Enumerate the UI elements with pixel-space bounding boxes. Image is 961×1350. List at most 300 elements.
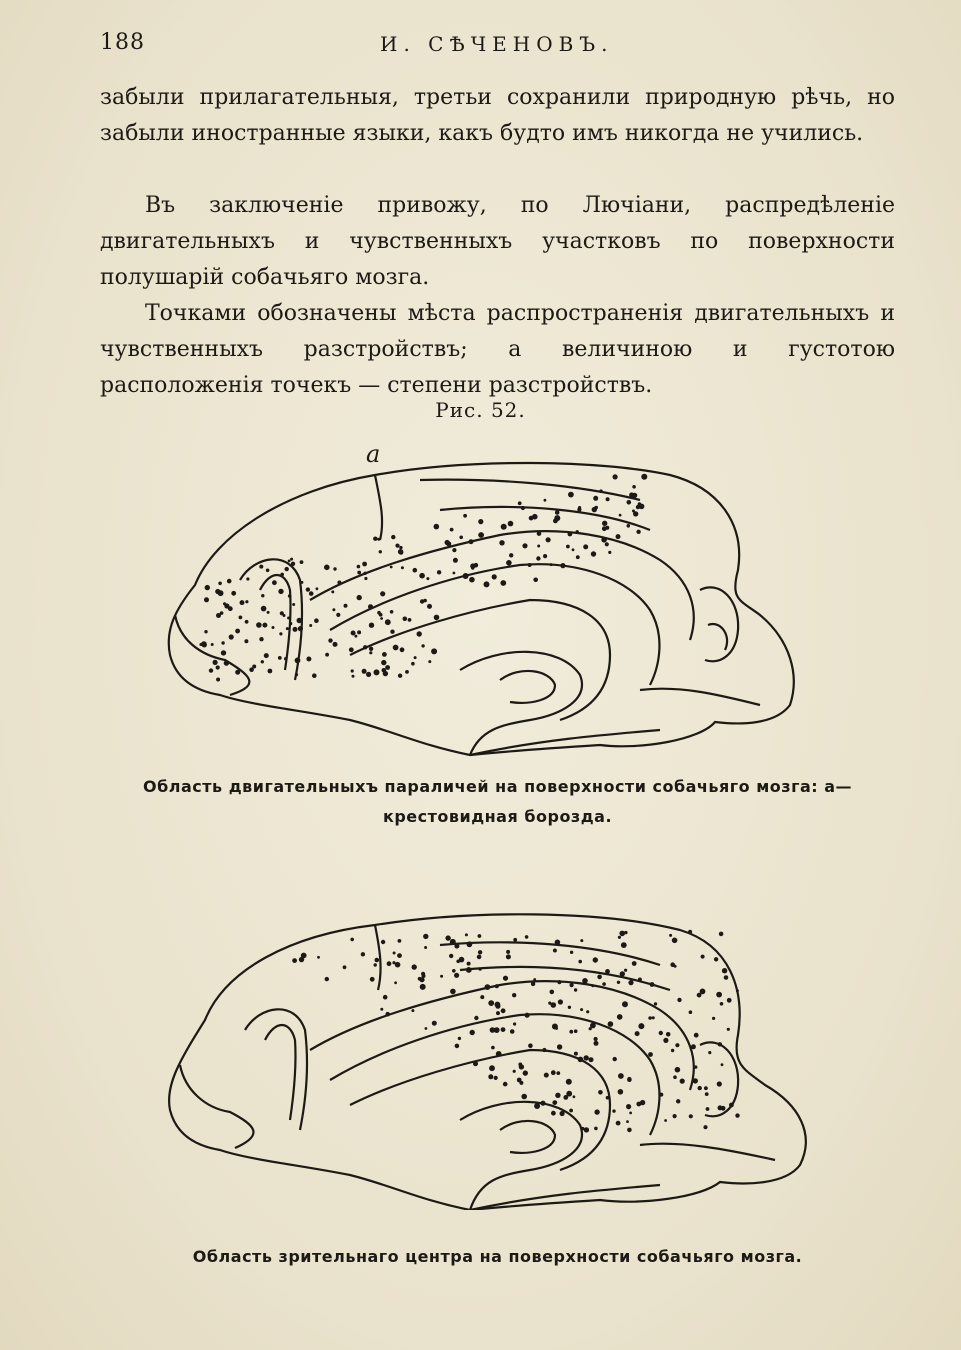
lesion-dot	[584, 1055, 589, 1060]
lesion-dot	[620, 971, 625, 976]
lesion-dot	[428, 660, 431, 663]
lesion-dot	[385, 1012, 390, 1017]
lesion-dot	[317, 956, 320, 959]
lesion-dot	[450, 528, 454, 532]
lesion-dot	[552, 1100, 557, 1105]
lesion-dot	[349, 647, 354, 652]
lesion-dot	[333, 642, 338, 647]
lesion-dot	[211, 643, 214, 646]
lesion-dot	[291, 562, 295, 566]
lesion-dot	[635, 1031, 640, 1036]
lesion-dot	[503, 1082, 508, 1087]
lesion-dot	[395, 962, 401, 968]
lesion-dot	[374, 963, 377, 966]
lesion-dot	[501, 1008, 506, 1013]
lesion-dot	[393, 645, 399, 651]
lesion-dot	[235, 629, 240, 634]
lesion-dot	[458, 1037, 461, 1040]
lesion-dot	[523, 1070, 528, 1075]
lesion-dot	[357, 595, 362, 600]
lesion-dot	[639, 504, 645, 510]
lesion-dot	[478, 934, 482, 938]
lesion-dot	[501, 524, 507, 530]
lesion-dot	[267, 611, 270, 614]
lesion-dot	[537, 545, 540, 548]
lesion-dot	[419, 573, 425, 579]
lesion-dot	[569, 1030, 573, 1034]
lesion-dot	[495, 1004, 500, 1009]
lesion-dot	[673, 1075, 677, 1079]
lesion-dot	[689, 1010, 693, 1014]
lesion-dot	[478, 519, 483, 524]
lesion-dot	[362, 562, 367, 567]
lesion-dot	[553, 949, 557, 953]
lesion-dot	[546, 537, 551, 542]
lesion-dot	[533, 978, 536, 981]
lesion-dot	[312, 673, 317, 678]
lesion-dot	[556, 1071, 560, 1075]
lesion-dot	[580, 1008, 583, 1011]
lesion-dot	[703, 1125, 707, 1129]
lesion-dot	[235, 670, 240, 675]
lesion-dot	[280, 573, 284, 577]
lesion-dot	[306, 657, 311, 662]
lesion-dot	[246, 577, 249, 580]
lesion-dot	[624, 931, 627, 934]
lesion-dot	[368, 604, 373, 609]
figure-marker-a: a	[366, 440, 381, 468]
lesion-dot	[288, 594, 291, 597]
brain-drawing-visual	[0, 880, 961, 1210]
lesion-dot	[670, 962, 675, 967]
lesion-dot	[398, 674, 402, 678]
lesion-dot	[366, 672, 371, 677]
lesion-dot	[566, 1091, 572, 1097]
lesion-dot	[669, 934, 672, 937]
lesion-dot	[599, 489, 603, 493]
lesion-dot	[290, 558, 293, 561]
lesion-dot	[574, 1029, 578, 1033]
lesion-dot	[618, 1073, 624, 1079]
lesion-dot	[229, 634, 234, 639]
lesion-dot	[518, 1063, 522, 1067]
lesion-dot	[362, 669, 367, 674]
lesion-dot	[301, 953, 307, 959]
lesion-dot	[543, 554, 547, 558]
lesion-dot	[288, 560, 291, 563]
lesion-dot	[537, 531, 542, 536]
lesion-dot	[580, 939, 583, 942]
lesion-dot	[554, 515, 560, 521]
lesion-dot	[300, 581, 303, 584]
lesion-dot	[261, 594, 264, 597]
lesion-dot	[568, 492, 574, 498]
lesion-dot	[245, 620, 249, 624]
lesion-dot	[216, 665, 220, 669]
lesion-dot	[261, 660, 264, 663]
lesion-dot	[452, 969, 456, 973]
lesion-dot	[621, 942, 627, 948]
lesion-dot	[381, 940, 385, 944]
lesion-dot	[501, 1027, 506, 1032]
lesion-dot	[383, 671, 388, 676]
lesion-dot	[427, 604, 432, 609]
lesion-dot	[390, 566, 393, 569]
paragraph	[100, 188, 895, 296]
lesion-dot	[632, 961, 637, 966]
lesion-dot	[298, 626, 303, 631]
lesion-dot	[736, 989, 739, 992]
lesion-dot	[385, 665, 390, 670]
lesion-dot	[544, 499, 547, 502]
lesion-dot	[465, 933, 468, 936]
lesion-dot	[608, 551, 611, 554]
lesion-dot	[638, 978, 642, 982]
lesion-dot	[633, 511, 638, 516]
lesion-dot	[357, 565, 361, 569]
lesion-dot	[719, 932, 724, 937]
lesion-dot	[387, 961, 392, 966]
lesion-dot	[619, 514, 622, 517]
lesion-dot	[292, 958, 297, 963]
lesion-dot	[453, 558, 458, 563]
lesion-dot	[602, 521, 607, 526]
lesion-dot	[309, 624, 312, 627]
lesion-dot	[510, 1029, 515, 1034]
lesion-dot	[583, 544, 588, 549]
lesion-dot	[582, 978, 588, 984]
lesion-dot	[708, 1051, 711, 1054]
lesion-dot	[627, 1077, 631, 1081]
lesion-dot	[278, 589, 283, 594]
lesion-dot	[629, 492, 634, 497]
lesion-dot	[550, 563, 553, 566]
lesion-dot	[488, 1074, 493, 1079]
lesion-dot	[735, 1113, 739, 1117]
lesion-dot	[380, 617, 383, 620]
lesion-dot	[727, 1028, 730, 1031]
lesion-dot	[459, 536, 463, 540]
lesion-dot	[664, 1119, 667, 1122]
lesion-dot	[264, 653, 269, 658]
lesion-dot	[671, 1049, 674, 1052]
lesion-dot	[566, 545, 570, 549]
lesion-dot	[616, 1121, 621, 1126]
lesion-dot	[591, 551, 596, 556]
lesion-dot	[581, 1127, 584, 1130]
lesion-dot	[650, 982, 655, 987]
lesion-dot	[324, 565, 330, 571]
lesion-dot	[478, 532, 484, 538]
lesion-dot	[577, 508, 581, 512]
lesion-dot	[616, 534, 621, 539]
lesion-dot	[618, 1089, 624, 1095]
lesion-dot	[385, 619, 391, 625]
lesion-dot	[617, 981, 620, 984]
lesion-dot	[558, 999, 563, 1004]
lesion-dot	[574, 988, 577, 991]
lesion-dot	[673, 1114, 677, 1118]
lesion-dot	[528, 563, 532, 567]
lesion-dot	[370, 977, 375, 982]
lesion-dot	[205, 585, 210, 590]
lesion-dot	[648, 1016, 652, 1020]
paragraph-text: Въ заключеніе привожу, по Лючіани, распредѣленіе двигательныхъ и чувственныхъ участковъ по поверхности полушарій собачьяго мозга.	[100, 193, 895, 290]
lesion-dot	[445, 935, 450, 940]
brain-outline	[169, 914, 806, 1210]
lesion-dot	[659, 1093, 663, 1097]
lesion-dot	[369, 651, 372, 654]
lesion-dot	[453, 572, 456, 575]
lesion-dot	[593, 957, 598, 962]
lesion-dot	[351, 631, 356, 636]
lesion-dot	[689, 1114, 693, 1118]
lesion-dot	[336, 613, 340, 617]
lesion-dot	[629, 1112, 632, 1115]
lesion-dot	[570, 983, 574, 987]
lesion-dot	[551, 1070, 556, 1075]
lesion-dot	[632, 485, 636, 489]
lesion-dot	[454, 944, 459, 949]
lesion-dot	[463, 514, 467, 518]
lesion-dot	[508, 521, 514, 527]
lesion-dot	[608, 1021, 614, 1027]
lesion-dot	[286, 627, 289, 630]
lesion-dot	[578, 1057, 584, 1063]
lesion-dot	[540, 1101, 545, 1106]
lesion-dot	[568, 1006, 571, 1009]
lesion-dot	[259, 637, 263, 641]
lesion-dot	[266, 569, 270, 573]
lesion-dot	[626, 1120, 629, 1123]
lesion-dot	[456, 960, 460, 964]
lesion-dot	[641, 474, 647, 480]
lesion-dot	[536, 556, 540, 560]
lesion-dot	[314, 618, 319, 623]
lesion-dot	[601, 537, 607, 543]
lesion-dot	[287, 617, 290, 620]
lesion-dot	[474, 1016, 478, 1020]
lesion-dot	[328, 638, 332, 642]
lesion-dot	[437, 570, 441, 574]
lesion-dot	[390, 630, 394, 634]
lesion-dot	[369, 647, 373, 651]
lesion-dot	[494, 1027, 500, 1033]
lesion-dot	[721, 1063, 724, 1066]
lesion-dot	[332, 608, 335, 611]
lesion-dot	[354, 635, 357, 638]
lesion-dot	[691, 1044, 696, 1049]
lesion-dot	[431, 648, 437, 654]
lesion-dot	[380, 591, 385, 596]
lesion-dot	[333, 567, 336, 570]
lesion-dot	[425, 1027, 428, 1030]
lesion-dot	[421, 644, 424, 647]
lesion-dot	[568, 532, 573, 537]
lesion-dot	[518, 501, 522, 505]
lesion-dot	[449, 954, 453, 958]
lesion-dot	[306, 587, 310, 591]
lesion-dot	[663, 1038, 668, 1043]
lesion-dot	[533, 578, 538, 583]
lesion-dot	[606, 497, 610, 501]
running-title: И. СѢЧЕНОВЪ.	[380, 32, 614, 56]
lesion-dot	[496, 1051, 502, 1057]
lesion-dot	[379, 550, 382, 553]
lesion-dot	[576, 530, 579, 533]
lesion-dot	[325, 653, 329, 657]
brain-figure-visual	[0, 880, 961, 1210]
lesion-dot	[450, 939, 456, 945]
lesion-dot	[722, 968, 727, 973]
lesion-dot	[405, 670, 409, 674]
lesion-dot	[297, 618, 302, 623]
lesion-dot	[598, 1090, 603, 1095]
lesion-dot	[309, 591, 314, 596]
lesion-dot	[521, 1094, 527, 1100]
lesion-dot	[525, 935, 529, 939]
lesion-dot	[240, 600, 245, 605]
paragraph	[100, 296, 895, 404]
figure-caption: Область зрительнаго центра на поверхности собачьяго мозга.	[192, 1247, 803, 1266]
lesion-dot	[534, 1103, 540, 1109]
lesion-dot	[513, 1070, 516, 1073]
lesion-dot	[720, 1002, 724, 1006]
lesion-dot	[701, 955, 705, 959]
lesion-dot	[414, 656, 417, 659]
lesion-dot	[350, 938, 354, 942]
lesion-dot	[576, 555, 580, 559]
lesion-dot	[705, 1092, 709, 1096]
lesion-dot	[605, 969, 610, 974]
lesion-dot	[216, 613, 221, 618]
lesion-dot	[231, 591, 236, 596]
lesion-dot	[424, 946, 427, 949]
lesion-dot	[343, 965, 347, 969]
lesion-dot	[694, 1033, 699, 1038]
lesion-dot	[209, 668, 213, 672]
lesion-dot	[473, 1061, 478, 1066]
lesion-dot	[613, 474, 618, 479]
lesion-dot	[390, 610, 394, 614]
lesion-dot	[519, 1081, 523, 1085]
lesion-dot	[477, 955, 482, 960]
lesion-dot	[213, 660, 218, 665]
lesion-dot	[500, 580, 506, 586]
lesion-dot	[605, 542, 609, 546]
lesion-dot	[364, 577, 367, 580]
paragraph-text: Точками обозначены мѣста распространенія двигательныхъ и чувственныхъ разстройствъ; а величиною и густотою расположенія точекъ — степени разстройствъ.	[100, 301, 895, 398]
lesion-dot	[280, 611, 284, 615]
lesion-dot	[485, 984, 491, 990]
lesion-dot	[594, 1127, 598, 1131]
lesion-dot	[509, 553, 513, 557]
lesion-dot	[704, 1086, 708, 1090]
lesion-dot	[693, 1078, 698, 1083]
lesion-dot	[602, 982, 606, 986]
paragraph-text: забыли прилагательныя, третьи сохранили природную рѣчь, но забыли иностранные языки, какъ будто имъ никогда не учились.	[100, 85, 895, 146]
lesion-dot	[491, 1046, 495, 1050]
lesion-dot	[729, 1103, 734, 1108]
brain-figure-motor	[0, 440, 961, 770]
lesion-dot	[506, 950, 510, 954]
lesion-dot	[215, 589, 220, 594]
lesion-dot	[718, 1042, 722, 1046]
lesion-dot	[700, 989, 706, 995]
lesion-dot	[391, 535, 395, 539]
lesion-dot	[680, 1079, 685, 1084]
lesion-dot	[295, 673, 298, 676]
lesion-dot	[363, 572, 366, 575]
lesion-dot	[325, 977, 329, 981]
lesion-dot	[544, 1073, 549, 1078]
lesion-dot	[528, 1043, 533, 1048]
lesion-dot	[586, 1010, 589, 1013]
lesion-dot	[636, 530, 640, 534]
lesion-dot	[542, 1048, 546, 1052]
lesion-dot	[285, 567, 289, 571]
lesion-dot	[557, 1044, 562, 1049]
lesion-dot	[716, 992, 722, 998]
lesion-dot	[262, 623, 267, 628]
lesion-dot	[496, 1011, 500, 1015]
lesion-dot	[440, 975, 443, 978]
lesion-dot	[706, 1107, 710, 1111]
lesion-dot	[494, 1076, 498, 1080]
lesion-dot	[602, 526, 607, 531]
lesion-dot	[627, 1128, 632, 1133]
lesion-dot	[627, 500, 632, 505]
lesion-dot	[622, 1001, 628, 1007]
lesion-dot	[295, 658, 301, 664]
lesion-dot	[566, 1079, 572, 1085]
lesion-dot	[573, 1095, 576, 1098]
lesion-dot	[676, 1099, 680, 1103]
lesion-dot	[377, 611, 381, 615]
lesion-dot	[289, 622, 292, 625]
lesion-dot	[411, 662, 415, 666]
lesion-dot	[351, 669, 354, 672]
lesion-dot	[666, 1032, 671, 1037]
lesion-dot	[531, 982, 535, 986]
lesion-dot	[400, 647, 405, 652]
lesion-dot	[727, 998, 732, 1003]
lesion-dot	[374, 537, 377, 540]
lesion-dot	[659, 1031, 663, 1035]
lesion-dot	[503, 976, 508, 981]
lesion-dot	[381, 660, 386, 665]
lesion-dot	[218, 582, 222, 586]
lesion-dot	[352, 675, 355, 678]
lesion-dot	[688, 930, 692, 934]
lesion-dot	[521, 506, 525, 510]
lesion-dots	[199, 474, 647, 682]
lesion-dot	[344, 604, 348, 608]
lesion-dot	[597, 975, 602, 980]
lesion-dot	[677, 998, 681, 1002]
lesion-dot	[369, 623, 374, 628]
lesion-dot	[506, 560, 512, 566]
figure-label: Рис. 52.	[435, 398, 526, 422]
lesion-dot	[551, 1002, 557, 1008]
lesion-dot	[204, 630, 207, 633]
lesion-dot	[694, 1065, 697, 1068]
lesion-dot	[420, 984, 426, 990]
lesion-dot	[506, 954, 511, 959]
lesion-dot	[413, 568, 418, 573]
lesion-dot	[606, 1096, 610, 1100]
lesion-dot	[522, 543, 527, 548]
